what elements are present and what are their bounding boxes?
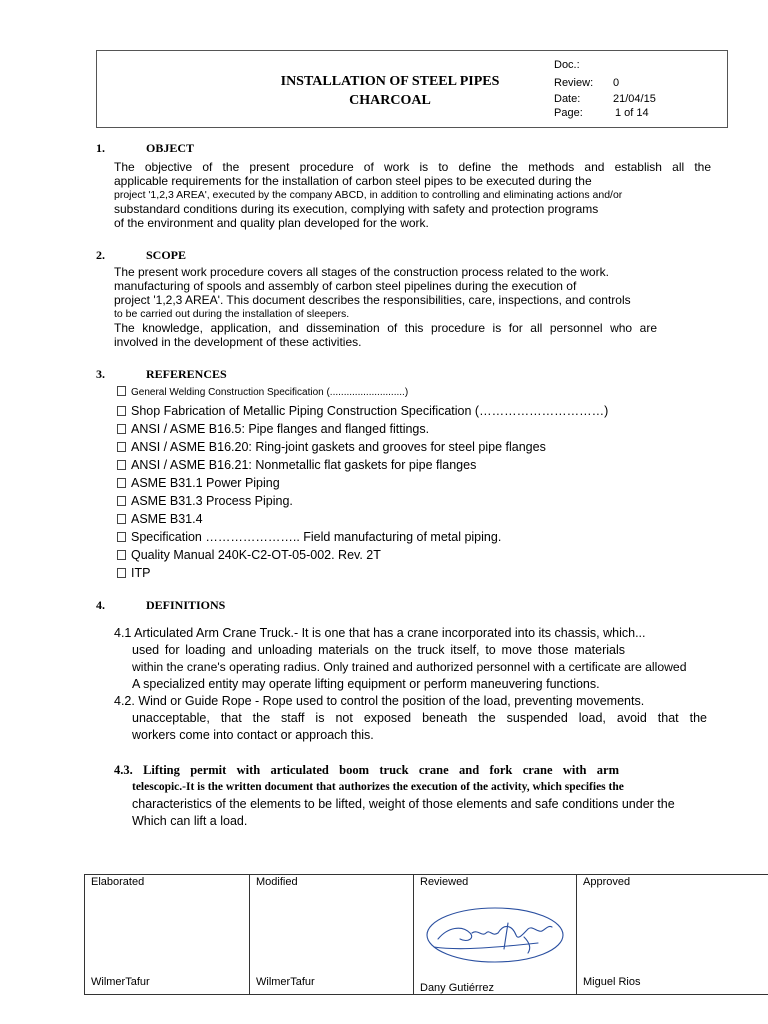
scope-line-2: manufacturing of spools and assembly of carbon steel pipelines during the execution of [114,279,577,293]
scope-line-5: The knowledge, application, and dissemination of this procedure is for all personnel who are [114,321,657,335]
approval-cell-reviewed [414,875,577,994]
definition-4-1-line-3: within the crane's operating radius. Only trained and authorized personnel with a certificate are allowed [132,660,687,674]
checkbox-icon [117,514,126,524]
object-line-3: project '1,2,3 AREA', executed by the company ABCD, in addition to controlling and eliminating actions and/or [114,189,623,201]
object-line-2: applicable requirements for the installation of carbon steel pipes to be executed during the [114,174,592,188]
reference-item: ASME B31.1 Power Piping [117,474,280,492]
section-title-references: REFERENCES [146,367,227,381]
elaborated-label: Elaborated [91,876,145,888]
review-value: 0 [613,77,620,89]
scope-line-6: involved in the development of these activities. [114,335,362,349]
checkbox-icon [117,406,126,416]
reference-item: ANSI / ASME B16.21: Nonmetallic flat gaskets for pipe flanges [117,456,476,474]
object-line-4: substandard conditions during its execution, complying with safety and protection programs [114,202,599,216]
approval-table [84,874,768,995]
section-title-scope: SCOPE [146,248,187,262]
reference-item: Quality Manual 240K-C2-OT-05-002. Rev. 2T [117,546,381,564]
definition-4-1-line-1: 4.1 Articulated Arm Crane Truck.- It is one that has a crane incorporated into its chassis, which... [114,626,646,640]
section-number-references: 3. [96,367,105,381]
modified-label: Modified [256,876,298,888]
object-line-1: The objective of the present procedure of work is to define the methods and establish all the [114,160,711,174]
reference-item: Specification ………………….. Field manufacturing of metal piping. [117,528,501,546]
modified-name: WilmerTafur [256,976,315,988]
definition-4-2-line-1: 4.2. Wind or Guide Rope - Rope used to control the position of the load, preventing movements. [114,694,645,708]
scope-line-4: to be carried out during the installation of sleepers. [114,308,350,320]
approval-cell-elaborated [85,875,250,994]
reference-item: ASME B31.4 [117,510,203,528]
definition-4-3-line-4: Which can lift a load. [132,814,248,828]
approved-label: Approved [583,876,631,888]
section-number-object: 1. [96,141,105,155]
checkbox-icon [117,496,126,506]
approved-name: Miguel Rios [583,976,641,988]
date-label: Date: [554,93,581,105]
handwritten-signature [420,903,570,973]
definition-4-2-line-2: unacceptable, that the staff is not exposed beneath the suspended load, avoid that the [132,711,707,725]
review-label: Review: [554,77,594,89]
definition-4-1-line-4: A specialized entity may operate lifting equipment or perform maneuvering functions. [132,677,600,691]
checkbox-icon [117,532,126,542]
scope-line-1: The present work procedure covers all stages of the construction process related to the work. [114,265,609,279]
definition-4-3-line-1: 4.3. Lifting permit with articulated boom truck crane and fork crane with arm [114,763,619,777]
checkbox-icon [117,460,126,470]
checkbox-icon [117,568,126,578]
approval-cell-modified [250,875,414,994]
section-title-object: OBJECT [146,141,195,155]
checkbox-icon [117,478,126,488]
checkbox-icon [117,442,126,452]
definition-4-3-line-2: telescopic.-It is the written document that authorizes the execution of the activity, which specifies the [132,781,624,793]
checkbox-icon [117,550,126,560]
reference-item: ASME B31.3 Process Piping. [117,492,293,510]
checkbox-icon [117,424,126,434]
scope-line-3: project '1,2,3 AREA'. This document describes the responsibilities, care, inspections, and controls [114,293,631,307]
section-number-definitions: 4. [96,598,105,612]
reference-item: ITP [117,564,150,582]
reviewed-name: Dany Gutiérrez [420,982,494,994]
section-number-scope: 2. [96,248,105,262]
section-title-definitions: DEFINITIONS [146,598,226,612]
date-value: 21/04/15 [613,93,656,105]
reference-item: General Welding Construction Specification (...........................) [117,384,408,402]
reference-item: ANSI / ASME B16.5: Pipe flanges and flanged fittings. [117,420,429,438]
elaborated-name: WilmerTafur [91,976,150,988]
object-line-5: of the environment and quality plan developed for the work. [114,216,429,230]
document-title-line1: INSTALLATION OF STEEL PIPES [280,74,500,89]
reference-item: ANSI / ASME B16.20: Ring-joint gaskets and grooves for steel pipe flanges [117,438,546,456]
reviewed-label: Reviewed [420,876,469,888]
document-title-line2: CHARCOAL [349,93,431,108]
approval-cell-approved [577,875,768,994]
definition-4-2-line-3: workers come into contact or approach this. [132,728,374,742]
definition-4-3-line-3: characteristics of the elements to be lifted, weight of those elements and safe conditions under the [132,797,675,811]
checkbox-icon [117,386,126,396]
reference-item: Shop Fabrication of Metallic Piping Construction Specification (…………………………) [117,402,608,420]
definition-4-1-line-2: used for loading and unloading materials on the truck itself, to move those materials [132,643,625,657]
doc-label: Doc.: [554,59,580,71]
page-label: Page: [554,107,583,119]
page-value: 1 of 14 [615,107,649,119]
